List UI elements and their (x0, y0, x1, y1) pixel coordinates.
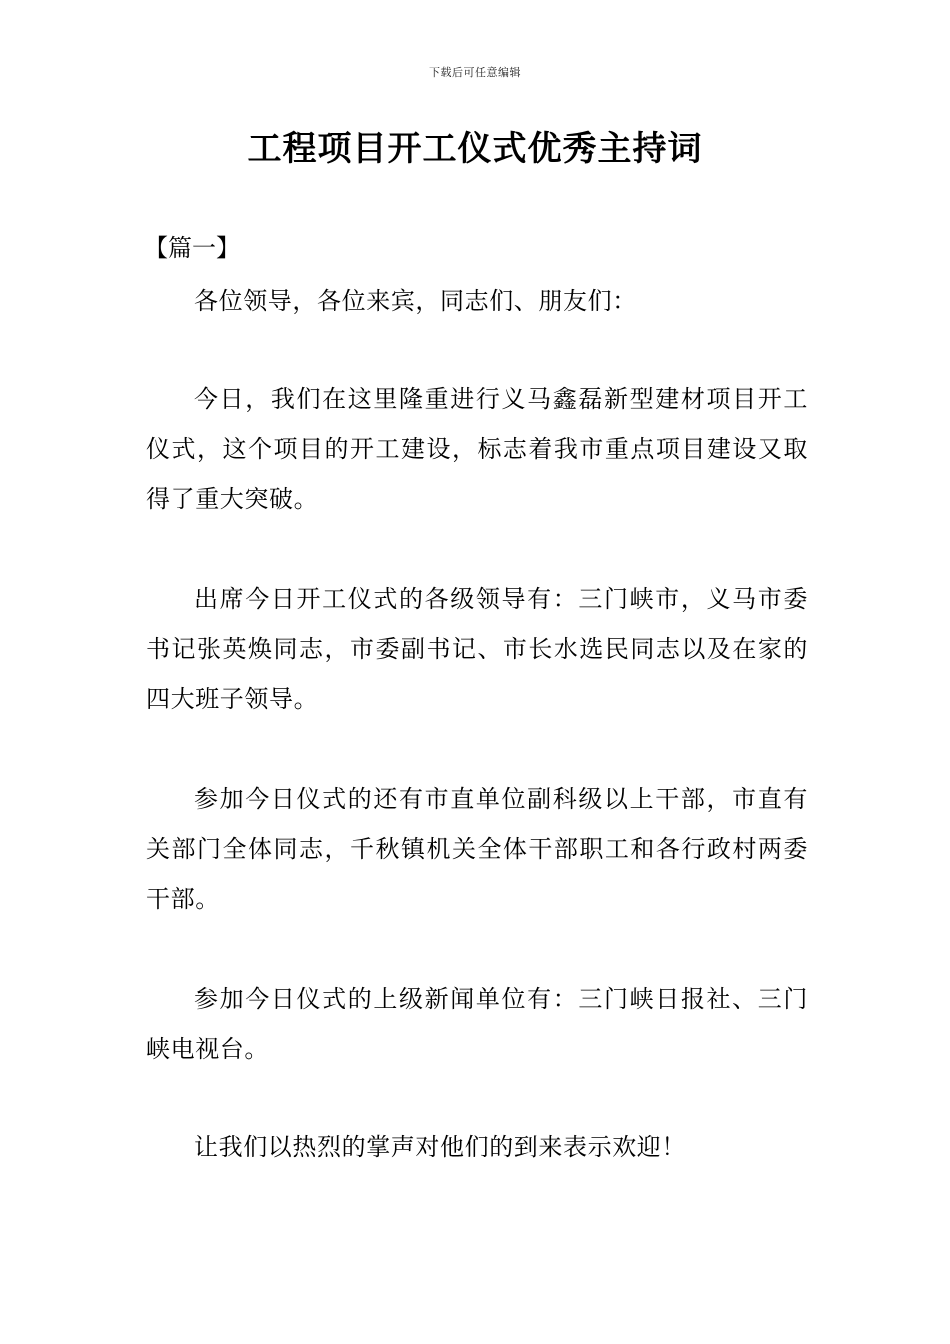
document-title: 工程项目开工仪式优秀主持词 (247, 129, 703, 169)
paragraph-attendees: 参加今日仪式的还有市直单位副科级以上干部，市直有关部门全体同志，千秋镇机关全体干部职工和各行政村两委干部。 (146, 785, 808, 913)
paragraph-media: 参加今日仪式的上级新闻单位有：三门峡日报社、三门峡电视台。 (146, 985, 808, 1063)
paragraph-welcome: 让我们以热烈的掌声对他们的到来表示欢迎！ (194, 1133, 686, 1161)
paragraph-leaders: 出席今日开工仪式的各级领导有：三门峡市，义马市委书记张英焕同志，市委副书记、市长水选民同志以及在家的四大班子领导。 (146, 585, 808, 713)
section-label: 【篇一】 (144, 234, 240, 262)
paragraph-opening: 今日，我们在这里隆重进行义马鑫磊新型建材项目开工仪式，这个项目的开工建设，标志着我市重点项目建设又取得了重大突破。 (146, 385, 808, 513)
paragraph-greeting: 各位领导，各位来宾，同志们、朋友们： (194, 287, 637, 315)
header-note: 下载后可任意编辑 (429, 66, 521, 79)
